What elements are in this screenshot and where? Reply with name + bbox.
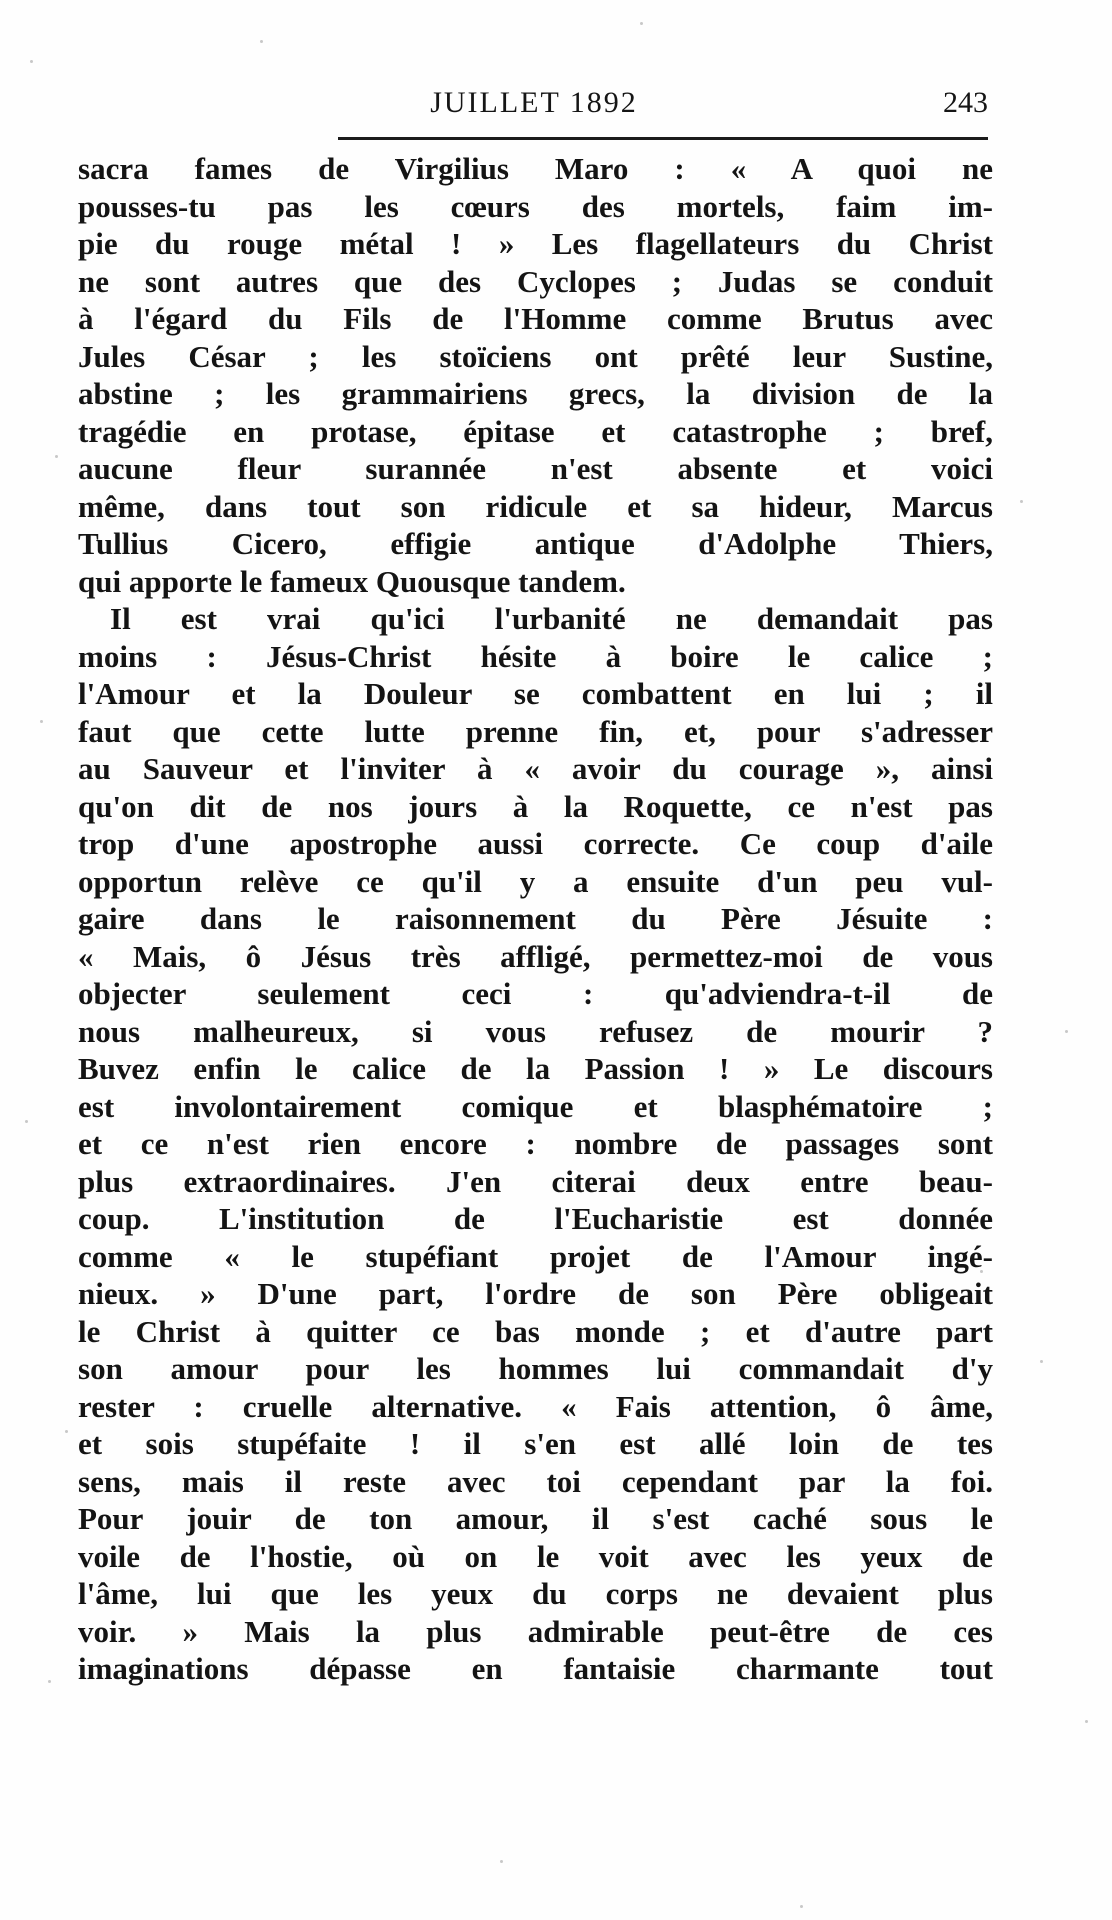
scan-speck: [640, 22, 643, 25]
text-line: voir. » Mais la plus admirable peut-être de ces: [78, 1613, 993, 1649]
scan-speck: [1040, 1360, 1043, 1363]
text-line: aucune fleur surannée n'est absente et voici: [78, 451, 993, 486]
text-line: comme « le stupéfiant projet de l'Amour ingé-: [78, 1238, 993, 1274]
body-text: [78, 150, 993, 1688]
text-line: et ce n'est rien encore : nombre de passages sont: [78, 1126, 993, 1161]
scan-speck: [1065, 1030, 1068, 1033]
paragraph-start-line: Il est vrai qu'ici l'urbanité ne demandait pas: [110, 601, 993, 636]
text-line: rester : cruelle alternative. « Fais attention, ô âme,: [78, 1388, 993, 1424]
text-line: son amour pour les hommes lui commandait d'y: [78, 1351, 993, 1386]
running-head: [80, 86, 988, 126]
text-line: Buvez enfin le calice de la Passion ! » Le discours: [78, 1051, 993, 1086]
text-line: voile de l'hostie, où on le voit avec les yeux de: [78, 1538, 993, 1574]
text-line: « Mais, ô Jésus très affligé, permettez-moi de vous: [78, 938, 993, 974]
scan-speck: [30, 60, 33, 63]
text-line: objecter seulement ceci : qu'adviendra-t-il de: [78, 976, 993, 1011]
scan-speck: [500, 1860, 503, 1863]
text-line: au Sauveur et l'inviter à « avoir du courage », ainsi: [78, 751, 993, 786]
text-line: l'Amour et la Douleur se combattent en lui ; il: [78, 676, 993, 711]
text-line: Tullius Cicero, effigie antique d'Adolphe Thiers,: [78, 526, 993, 561]
text-line: pie du rouge métal ! » Les flagellateurs du Christ: [78, 226, 993, 261]
text-line: opportun relève ce qu'il y a ensuite d'un peu vul-: [78, 863, 993, 899]
text-line: sacra fames de Virgilius Maro : « A quoi ne: [78, 151, 993, 186]
text-line: moins : Jésus-Christ hésite à boire le calice ;: [78, 638, 993, 674]
scan-speck: [260, 40, 263, 43]
text-line: même, dans tout son ridicule et sa hideur, Marcus: [78, 488, 993, 524]
text-line: ne sont autres que des Cyclopes ; Judas se conduit: [78, 263, 993, 299]
scan-speck: [48, 1680, 51, 1683]
text-line: faut que cette lutte prenne fin, et, pour s'adresser: [78, 713, 993, 749]
text-line: est involontairement comique et blasphématoire ;: [78, 1088, 993, 1124]
header-rule: [338, 137, 988, 140]
text-line: nieux. » D'une part, l'ordre de son Père obligeait: [78, 1276, 993, 1311]
text-line: et sois stupéfaite ! il s'en est allé loin de tes: [78, 1426, 993, 1461]
scan-speck: [25, 1120, 28, 1123]
text-line: à l'égard du Fils de l'Homme comme Brutus avec: [78, 301, 993, 336]
running-title: JUILLET 1892: [430, 86, 638, 119]
text-line: le Christ à quitter ce bas monde ; et d'autre part: [78, 1313, 993, 1349]
text-line: Jules César ; les stoïciens ont prêté leur Sustine,: [78, 338, 993, 374]
text-line: plus extraordinaires. J'en citerai deux entre beau-: [78, 1163, 993, 1199]
text-line: tragédie en protase, épitase et catastrophe ; bref,: [78, 413, 993, 449]
text-line: imaginations dépasse en fantaisie charmante tout: [78, 1651, 993, 1686]
text-line: pousses-tu pas les cœurs des mortels, faim im-: [78, 188, 993, 224]
scan-speck: [65, 1430, 68, 1433]
scan-speck: [1020, 500, 1023, 503]
text-line: abstine ; les grammairiens grecs, la division de la: [78, 376, 993, 411]
text-line: l'âme, lui que les yeux du corps ne devaient plus: [78, 1576, 993, 1611]
scan-speck: [800, 1905, 803, 1908]
scan-speck: [1085, 1720, 1088, 1723]
text-line: Pour jouir de ton amour, il s'est caché sous le: [78, 1501, 993, 1536]
page-number: 243: [943, 86, 988, 119]
scan-speck: [40, 720, 43, 723]
text-line: trop d'une apostrophe aussi correcte. Ce coup d'aile: [78, 826, 993, 861]
text-line: qui apporte le fameux Quousque tandem.: [78, 563, 626, 599]
text-line: coup. L'institution de l'Eucharistie est donnée: [78, 1201, 993, 1236]
text-line: qu'on dit de nos jours à la Roquette, ce n'est pas: [78, 788, 993, 824]
text-line: nous malheureux, si vous refusez de mourir ?: [78, 1013, 993, 1049]
scan-speck: [55, 455, 58, 458]
text-line: gaire dans le raisonnement du Père Jésuite :: [78, 901, 993, 936]
text-line: sens, mais il reste avec toi cependant par la foi.: [78, 1463, 993, 1499]
